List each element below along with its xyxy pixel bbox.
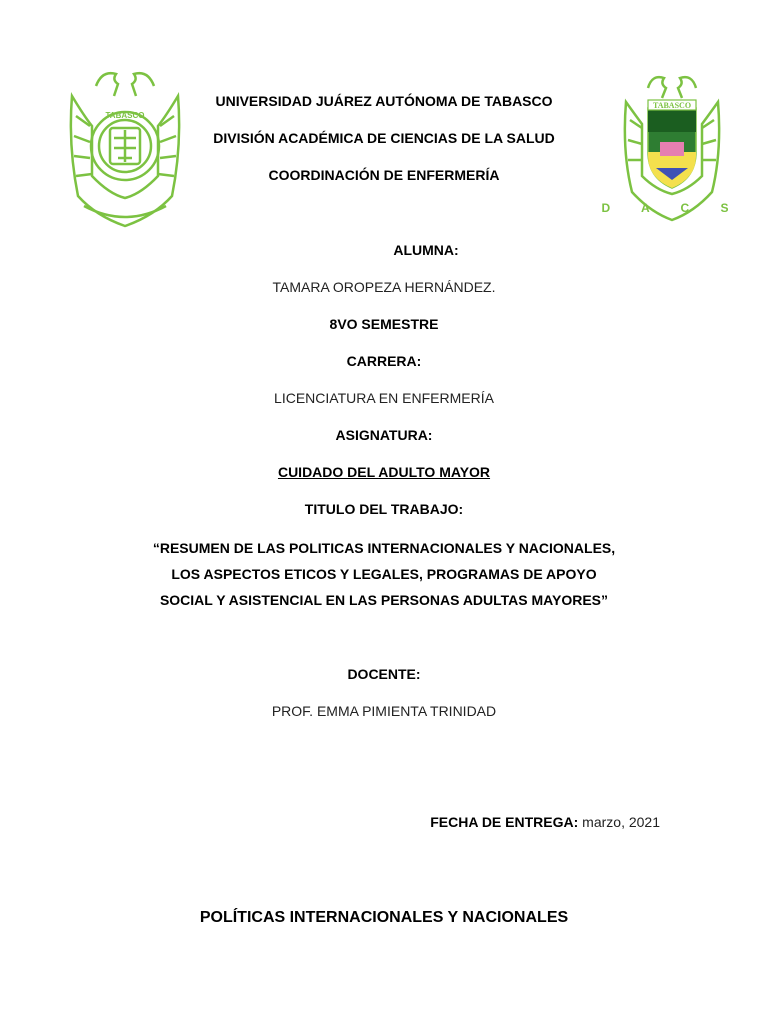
right-logo-text: TABASCO [652,101,692,110]
left-logo-text: TABASCO [105,111,145,120]
teacher-label: DOCENTE: [347,666,421,682]
work-title-line-3: SOCIAL Y ASISTENCIAL EN LAS PERSONAS ADULTAS MAYORES” [159,592,609,608]
subject-value: CUIDADO DEL ADULTO MAYOR [277,464,491,480]
delivery-date-value: marzo, 2021 [582,814,660,830]
semester: 8VO SEMESTRE [329,316,439,332]
division-name: DIVISIÓN ACADÉMICA DE CIENCIAS DE LA SALUD [213,130,555,146]
work-title-label: TITULO DEL TRABAJO: [304,501,464,517]
delivery-date-label: FECHA DE ENTREGA: [430,814,579,830]
subject-label: ASIGNATURA: [335,427,433,443]
work-title-line-2: LOS ASPECTOS ETICOS Y LEGALES, PROGRAMAS DE APOYO [171,566,597,582]
student-name: TAMARA OROPEZA HERNÁNDEZ. [272,279,496,295]
university-name: UNIVERSIDAD JUÁREZ AUTÓNOMA DE TABASCO [215,93,553,109]
student-label: ALUMNA: [393,242,459,258]
section-heading: POLÍTICAS INTERNACIONALES Y NACIONALES [199,909,569,926]
delivery-date [430,813,660,831]
ujat-eagle-seal-icon [66,66,184,232]
teacher-name: PROF. EMMA PIMIENTA TRINIDAD [271,703,497,719]
right-logo-letters: D A C S [601,201,743,215]
coordination-name: COORDINACIÓN DE ENFERMERÍA [268,167,500,183]
career-value: LICENCIATURA EN ENFERMERÍA [274,390,494,406]
career-label: CARRERA: [346,353,422,369]
work-title-line-1: “RESUMEN DE LAS POLITICAS INTERNACIONALES Y NACIONALES, [152,540,616,556]
